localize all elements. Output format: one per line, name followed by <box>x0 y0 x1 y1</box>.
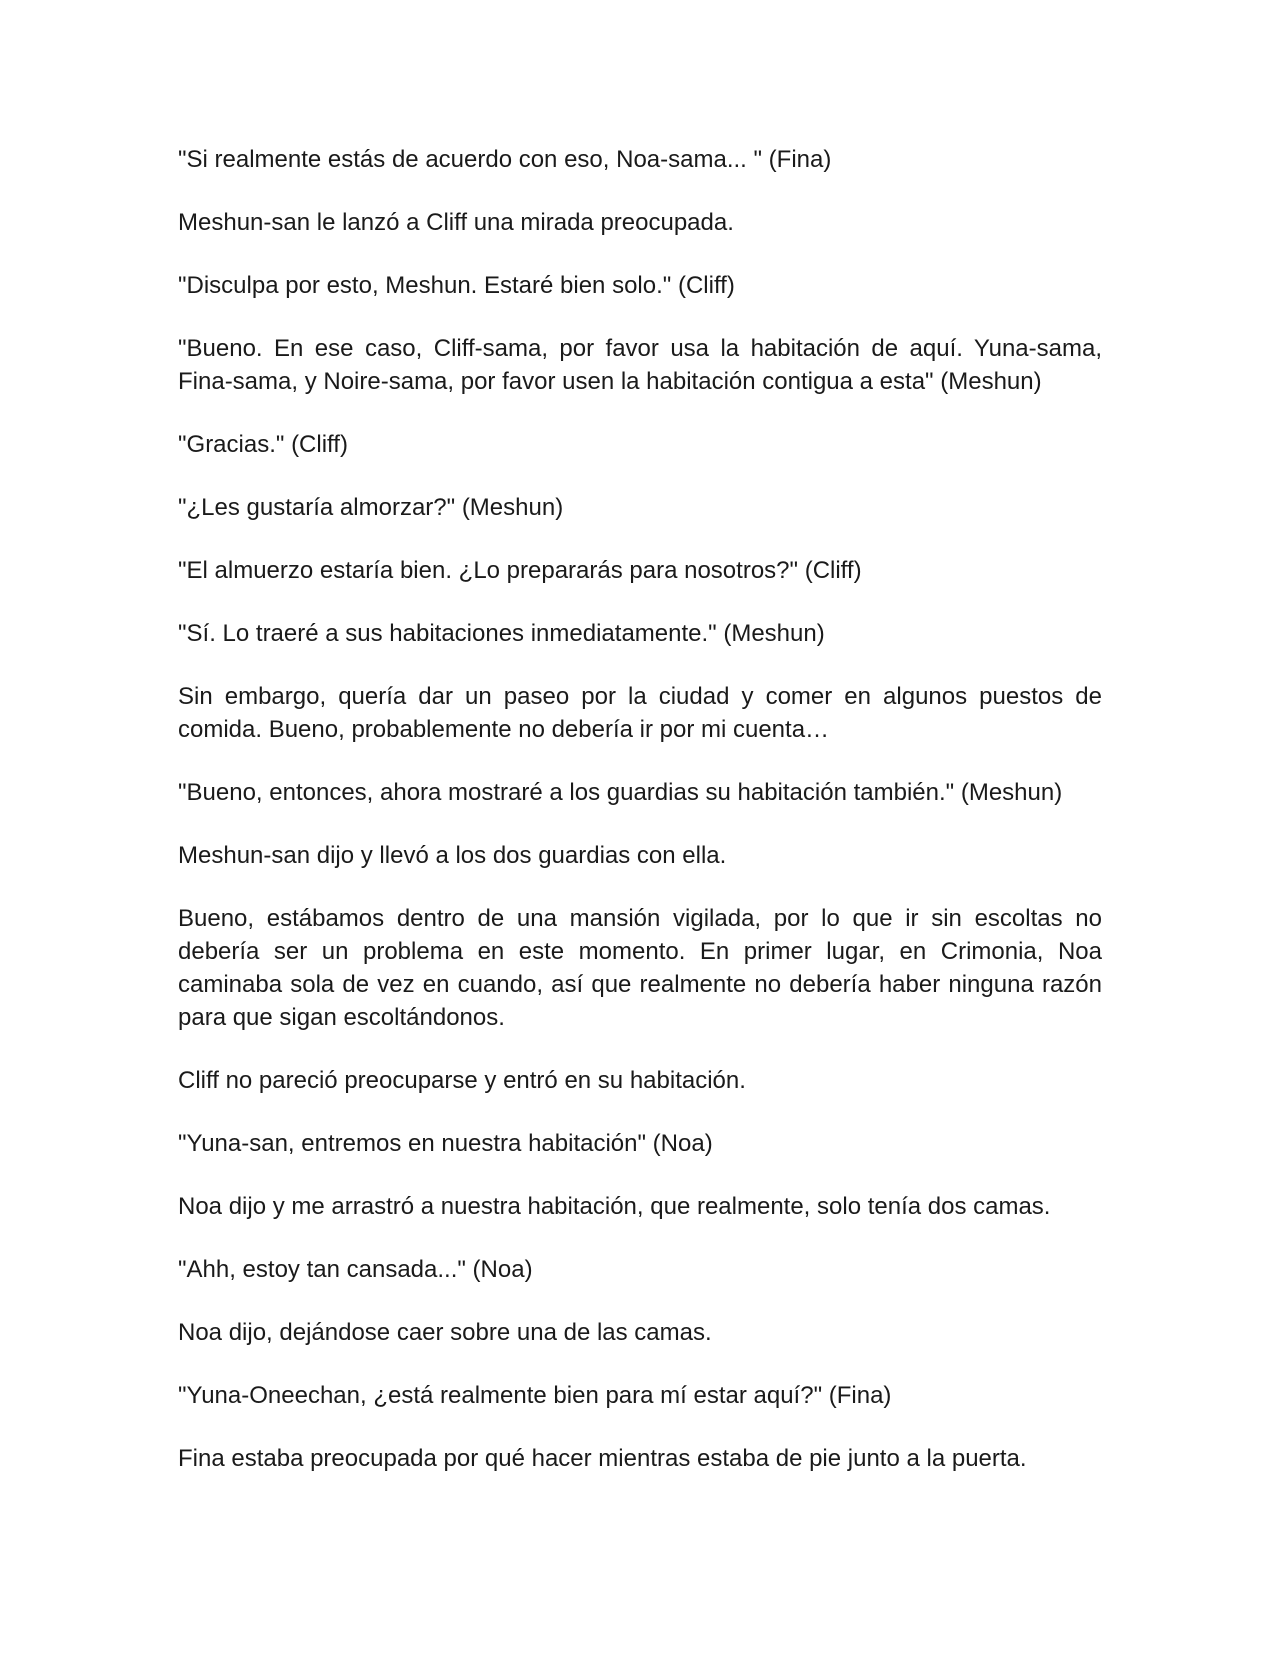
paragraph: "Yuna-san, entremos en nuestra habitación" (Noa) <box>178 1130 713 1157</box>
paragraph: "Si realmente estás de acuerdo con eso, Noa-sama... " (Fina) <box>178 146 832 173</box>
paragraph: Meshun-san dijo y llevó a los dos guardias con ella. <box>178 842 727 869</box>
paragraph: Noa dijo, dejándose caer sobre una de las camas. <box>178 1319 712 1346</box>
paragraph: Bueno, estábamos dentro de una mansión vigilada, por lo que ir sin escoltas no debería ser un problema en este momento. En primer lugar, en Crimonia, Noa caminaba sola de vez en cuando, así que realmente no debería haber ninguna razón para que sigan escoltándonos. <box>178 905 1102 1031</box>
paragraph: "Sí. Lo traeré a sus habitaciones inmediatamente." (Meshun) <box>178 620 825 647</box>
paragraph: Sin embargo, quería dar un paseo por la ciudad y comer en algunos puestos de comida. Bueno, probablemente no debería ir por mi cuenta… <box>178 683 1102 743</box>
paragraph: Noa dijo y me arrastró a nuestra habitación, que realmente, solo tenía dos camas. <box>178 1193 1051 1220</box>
paragraph: "Ahh, estoy tan cansada..." (Noa) <box>178 1256 533 1283</box>
paragraph: "Bueno. En ese caso, Cliff-sama, por favor usa la habitación de aquí. Yuna-sama, Fina-sama, y Noire-sama, por favor usen la habitación contigua a esta" (Meshun) <box>178 335 1102 395</box>
paragraph: "Disculpa por esto, Meshun. Estaré bien solo." (Cliff) <box>178 272 735 299</box>
paragraph: Fina estaba preocupada por qué hacer mientras estaba de pie junto a la puerta. <box>178 1445 1027 1472</box>
paragraph: "¿Les gustaría almorzar?" (Meshun) <box>178 494 564 521</box>
paragraph: "Yuna-Oneechan, ¿está realmente bien para mí estar aquí?" (Fina) <box>178 1382 892 1409</box>
paragraph: "Gracias." (Cliff) <box>178 431 348 458</box>
paragraph: "El almuerzo estaría bien. ¿Lo prepararás para nosotros?" (Cliff) <box>178 557 862 584</box>
paragraph: Meshun-san le lanzó a Cliff una mirada preocupada. <box>178 209 734 236</box>
paragraph: Cliff no pareció preocuparse y entró en su habitación. <box>178 1067 746 1094</box>
paragraph: "Bueno, entonces, ahora mostraré a los guardias su habitación también." (Meshun) <box>178 779 1063 806</box>
document-body <box>178 143 1102 1505</box>
